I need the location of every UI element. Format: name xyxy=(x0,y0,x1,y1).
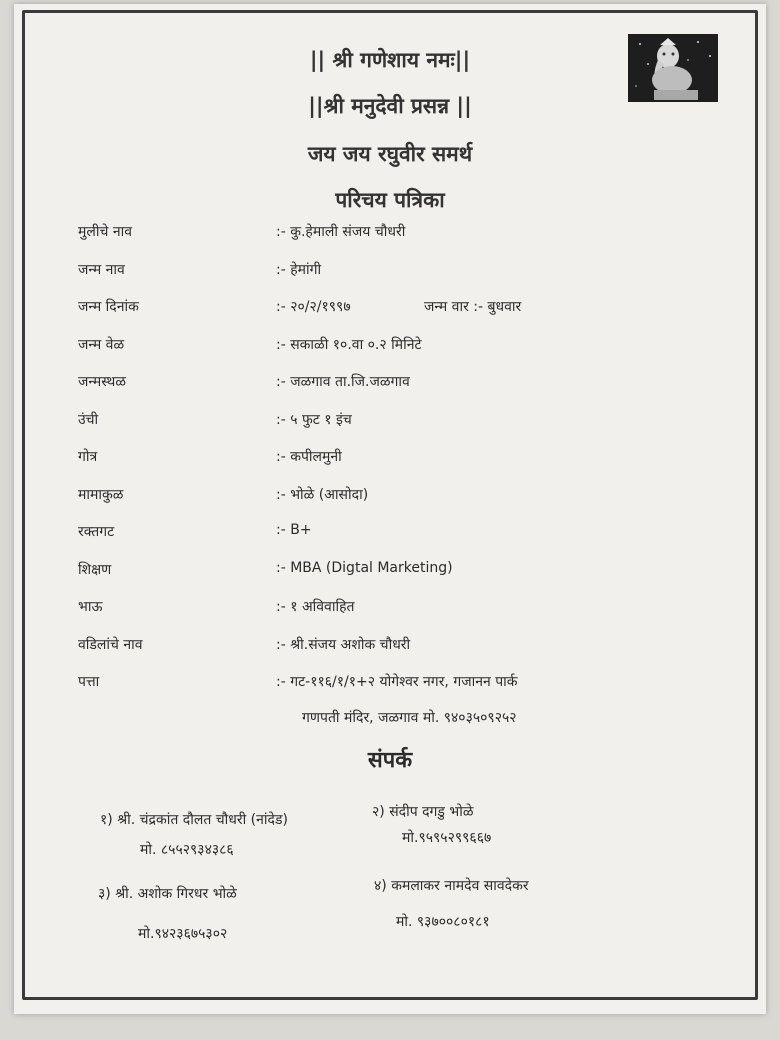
contact-title: संपर्क xyxy=(367,748,413,773)
contact-1-name: १) श्री. चंद्रकांत दौलत चौधरी (नांदेड) xyxy=(100,812,288,828)
field-label: उंची xyxy=(78,412,99,428)
field-value: :- B+ xyxy=(276,522,312,538)
field-value: :- २०/२/१९९७ xyxy=(276,299,351,315)
field-row xyxy=(14,297,766,327)
heading-manudevi: ||श्री मनुदेवी प्रसन्न || xyxy=(308,94,472,118)
field-row xyxy=(14,522,766,552)
field-row xyxy=(14,447,766,477)
field-label: जन्म दिनांक xyxy=(78,299,139,315)
contact-1-phone: मो. ८५५२९३४३८६ xyxy=(140,842,234,858)
field-value: :- सकाळी १०.वा ०.२ मिनिटे xyxy=(276,337,422,353)
field-row xyxy=(14,635,766,665)
field-value: :- हेमांगी xyxy=(276,262,322,278)
field-label: जन्म नाव xyxy=(78,262,125,278)
address-line-2: गणपती मंदिर, जळगाव मो. ९४०३५०९२५२ xyxy=(302,710,517,726)
field-row xyxy=(14,672,766,702)
field-value: :- ५ फुट १ इंच xyxy=(276,412,352,428)
field-label: भाऊ xyxy=(78,599,103,615)
heading-raghuvir: जय जय रघुवीर समर्थ xyxy=(307,142,473,166)
field-row xyxy=(14,372,766,402)
contact-4-name: ४) कमलाकर नामदेव सावदेकर xyxy=(374,878,529,894)
field-value: :- गट-११६/१/१+२ योगेश्वर नगर, गजानन पार्क xyxy=(276,674,518,690)
field-value: :- कु.हेमाली संजय चौधरी xyxy=(276,224,406,240)
field-label: गोत्र xyxy=(78,449,98,465)
field-value: :- जळगाव ता.जि.जळगाव xyxy=(276,374,410,390)
page-title: परिचय पत्रिका xyxy=(335,188,445,212)
field-row xyxy=(14,485,766,515)
field-label: रक्तगट xyxy=(78,524,115,540)
contact-4-phone: मो. ९३७००८०१८१ xyxy=(396,914,490,930)
field-value: :- कपीलमुनी xyxy=(276,449,342,465)
field-label: मुलीचे नाव xyxy=(78,224,133,240)
contact-2-name: २) संदीप दगडु भोळे xyxy=(372,804,474,820)
field-value: :- १ अविवाहित xyxy=(276,599,355,615)
field-row xyxy=(14,560,766,590)
heading-ganesh: || श्री गणेशाय नमः|| xyxy=(309,48,471,72)
contact-2-phone: मो.९५९५२९९६६७ xyxy=(402,830,492,846)
field-label: शिक्षण xyxy=(78,562,112,578)
field-extra-value: जन्म वार :- बुधवार xyxy=(424,299,522,315)
field-value: :- भोळे (आसोदा) xyxy=(276,487,369,503)
field-label: जन्मस्थळ xyxy=(78,374,126,390)
field-label: जन्म वेळ xyxy=(78,337,125,353)
field-value: :- MBA (Digtal Marketing) xyxy=(276,560,453,576)
biodata-sheet xyxy=(14,4,766,1014)
field-label: पत्ता xyxy=(78,674,100,690)
contact-3-phone: मो.९४२३६७५३०२ xyxy=(138,926,228,942)
field-row xyxy=(14,260,766,290)
contact-3-name: ३) श्री. अशोक गिरधर भोळे xyxy=(98,886,237,902)
field-row xyxy=(14,597,766,627)
field-row xyxy=(14,222,766,252)
ganesha-image xyxy=(628,34,718,102)
field-row xyxy=(14,410,766,440)
field-value: :- श्री.संजय अशोक चौधरी xyxy=(276,637,411,653)
field-row xyxy=(14,335,766,365)
field-label: मामाकुळ xyxy=(78,487,124,503)
field-label: वडिलांचे नाव xyxy=(78,637,143,653)
